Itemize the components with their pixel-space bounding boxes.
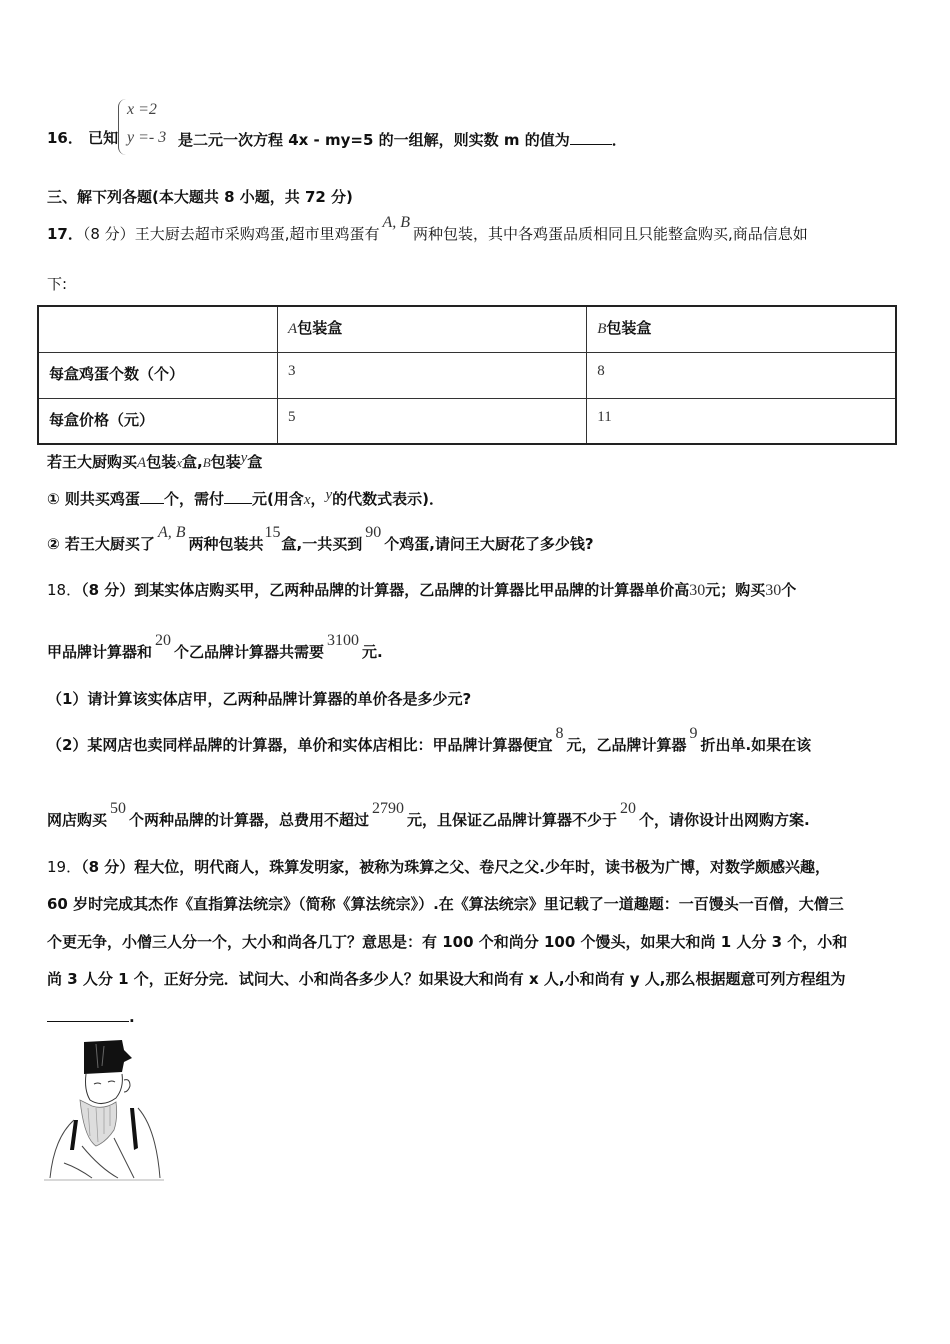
table-header-b: B包装盒: [587, 306, 896, 352]
question-19-line-4: 尚 3 人分 1 个，正好分完．试问大、小和尚各多少人？如果设大和尚有 x 人,小和尚有 y 人,那么根据题意可列方程组为: [47, 970, 846, 988]
answer-blank: [47, 1005, 129, 1022]
table-header-a: A包装盒: [278, 306, 587, 352]
question-18: 18．（8 分）到某实体店购买甲，乙两种品牌的计算器，乙品牌的计算器比甲品牌的计算器单价高30元；购买30个: [47, 581, 797, 599]
question-number: 18．: [47, 581, 82, 599]
table-row: [38, 352, 896, 398]
question-19: 19．（8 分）程大位，明代商人，珠算发明家，被称为珠算之父、卷尺之父.少年时，读书极为广博，对数学颇感兴趣，: [47, 858, 830, 876]
question-points: （8 分）: [81, 581, 135, 599]
table-cell-empty: [38, 306, 278, 352]
equation-y: y =- 3: [127, 129, 167, 146]
question-16-text: 是二元一次方程 4x - my=5 的一组解，则实数 m 的值为 ．: [178, 128, 627, 150]
product-info-table: [37, 305, 897, 445]
row-label: 每盒鸡蛋个数（个）: [38, 352, 278, 398]
question-18-part-2: （2）某网店也卖同样品牌的计算器，单价和实体店相比：甲品牌计算器便宜8元，乙品牌计算器9折出单.如果在该: [47, 725, 812, 754]
question-number: 17．: [47, 225, 83, 243]
left-brace-icon: [118, 99, 127, 155]
answer-blank: [140, 487, 164, 504]
question-18-part-1: （1）请计算该实体店甲，乙两种品牌计算器的单价各是多少元?: [47, 690, 472, 708]
table-header-row: [38, 306, 896, 352]
question-18-part-2-continued: 网店购买50个两种品牌的计算器，总费用不超过2790元，且保证乙品牌计算器不少于20个，请你设计出网购方案.: [47, 800, 810, 829]
question-points: （8 分）: [81, 858, 135, 876]
question-17: 17．（8 分）王大厨去超市采购鸡蛋,超市里鸡蛋有A, B两种包装，其中各鸡蛋品质相同且只能整盒购买,商品信息如: [47, 214, 808, 243]
cell-b: 8: [587, 352, 896, 398]
cell-a: 3: [278, 352, 587, 398]
question-19-line-3: 个更无争，小僧三人分一个，大小和尚各几丁？意思是：有 100 个和尚分 100 个馒头，如果大和尚 1 人分 3 个，小和: [47, 933, 848, 951]
question-16: [47, 128, 118, 148]
question-19-answer: .: [47, 1005, 135, 1027]
question-points: （8 分）: [82, 225, 135, 243]
question-17-continued: 下:: [47, 275, 68, 293]
question-number: 19．: [47, 858, 82, 876]
question-17-part-2: ② 若王大厨买了A, B两种包装共15盒,一共买到90个鸡蛋,请问王大厨花了多少钱?: [47, 524, 594, 553]
equation-x: x =2: [127, 101, 157, 118]
purchase-condition: 若王大厨购买A包装x盒,B包装y盒: [47, 450, 263, 471]
portrait-illustration: [44, 1038, 164, 1183]
answer-blank: [224, 487, 252, 504]
question-17-part-1: ① 则共买鸡蛋 个，需付 元(用含x，y的代数式表示)．: [47, 487, 445, 508]
answer-blank: [570, 128, 612, 145]
cell-a: 5: [278, 398, 587, 444]
row-label: 每盒价格（元）: [38, 398, 278, 444]
cell-b: 11: [587, 398, 896, 444]
question-19-line-2: 60 岁时完成其杰作《直指算法统宗》（简称《算法统宗》）.在《算法统宗》里记载了一道趣题：一百馒头一百僧，大僧三: [47, 895, 844, 913]
question-prefix: 已知: [88, 129, 119, 147]
question-18-continued: 甲品牌计算器和20个乙品牌计算器共需要3100元.: [47, 632, 383, 661]
section-title: 三、解下列各题(本大题共 8 小题，共 72 分): [47, 188, 353, 206]
question-number: 16．: [47, 129, 83, 147]
table-row: [38, 398, 896, 444]
